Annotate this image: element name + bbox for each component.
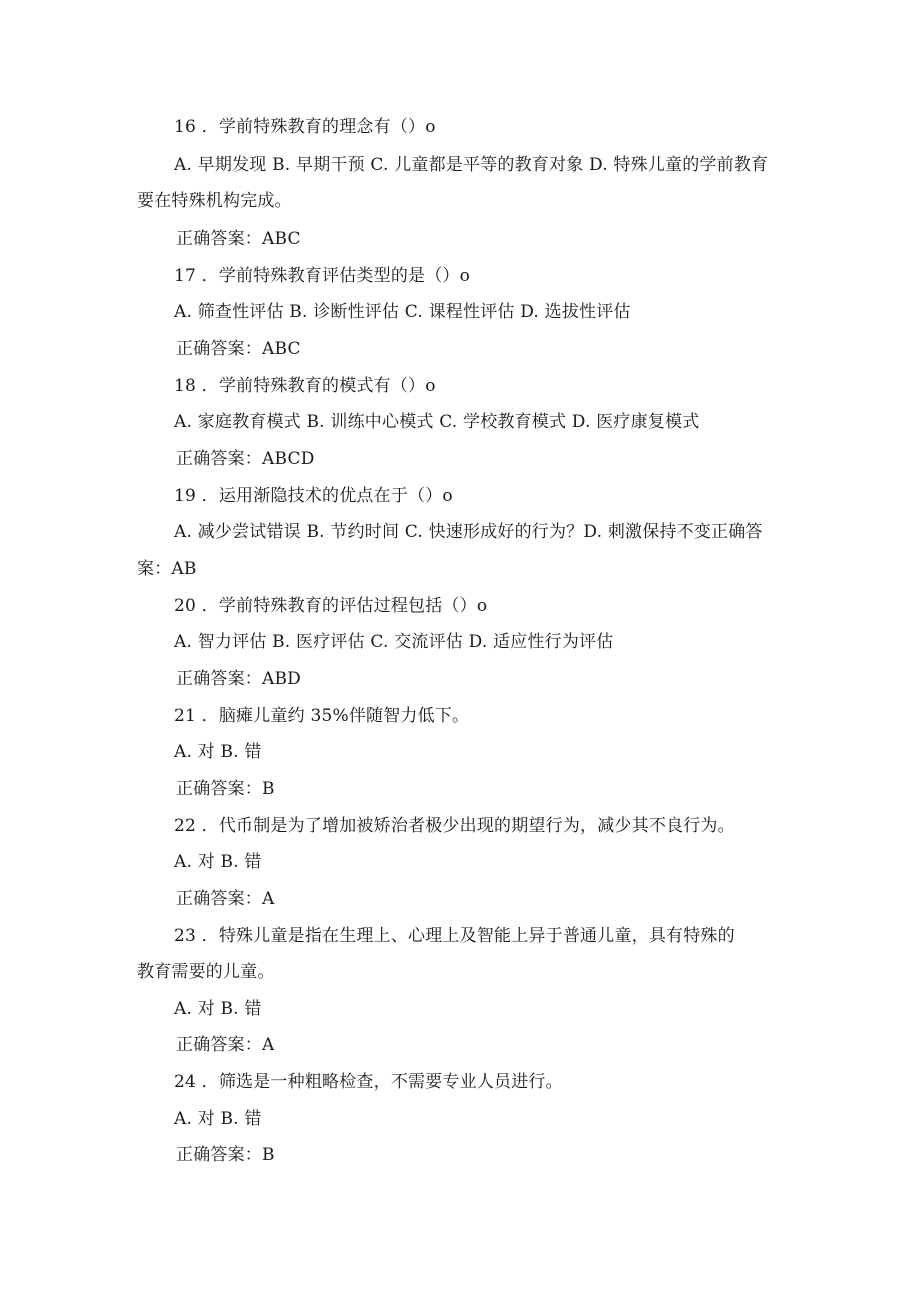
question-17-options: A. 筛查性评估 B. 诊断性评估 C. 课程性评估 D. 选拔性评估	[174, 302, 631, 322]
question-17-answer: 正确答案：ABC	[176, 339, 301, 359]
question-21-options: A. 对 B. 错	[174, 742, 262, 762]
question-18-options: A. 家庭教育模式 B. 训练中心模式 C. 学校教育模式 D. 医疗康复模式	[174, 412, 700, 432]
question-19-stem: 19 ．运用渐隐技术的优点在于（）o	[174, 486, 453, 506]
question-22-answer: 正确答案：A	[176, 889, 275, 909]
question-23-answer: 正确答案：A	[176, 1035, 275, 1055]
question-24-options: A. 对 B. 错	[174, 1109, 262, 1129]
question-19-options-line1: A. 减少尝试错误 B. 节约时间 C. 快速形成好的行为？D. 刺激保持不变正确答	[174, 522, 763, 542]
question-21-stem: 21 ．脑瘫儿童约 35%伴随智力低下。	[174, 706, 470, 726]
question-23-stem-line2: 教育需要的儿童。	[137, 962, 275, 982]
question-23-stem-line1: 23 ．特殊儿童是指在生理上、心理上及智能上异于普通儿童，具有特殊的	[174, 926, 735, 946]
question-21-answer: 正确答案：B	[176, 779, 275, 799]
question-17-stem: 17 ．学前特殊教育评估类型的是（）o	[174, 266, 471, 286]
question-16-stem: 16 ．学前特殊教育的理念有（）o	[174, 117, 436, 137]
question-22-stem: 22 ．代币制是为了增加被矫治者极少出现的期望行为，减少其不良行为。	[174, 816, 735, 836]
question-16-options-line1: A. 早期发现 B. 早期干预 C. 儿童都是平等的教育对象 D. 特殊儿童的学前教育	[174, 155, 769, 175]
question-19-options-line2: 案：AB	[137, 559, 197, 579]
question-16-answer: 正确答案：ABC	[176, 229, 301, 249]
question-18-answer: 正确答案：ABCD	[176, 449, 315, 469]
question-24-answer: 正确答案：B	[176, 1145, 275, 1165]
question-18-stem: 18 ．学前特殊教育的模式有（）o	[174, 376, 436, 396]
question-20-options: A. 智力评估 B. 医疗评估 C. 交流评估 D. 适应性行为评估	[174, 632, 614, 652]
question-22-options: A. 对 B. 错	[174, 852, 262, 872]
question-20-answer: 正确答案：ABD	[176, 669, 301, 689]
question-23-options: A. 对 B. 错	[174, 999, 262, 1019]
question-20-stem: 20 ．学前特殊教育的评估过程包括（）o	[174, 596, 488, 616]
question-24-stem: 24 ．筛选是一种粗略检查，不需要专业人员进行。	[174, 1072, 563, 1092]
question-16-options-line2: 要在特殊机构完成。	[137, 191, 292, 211]
